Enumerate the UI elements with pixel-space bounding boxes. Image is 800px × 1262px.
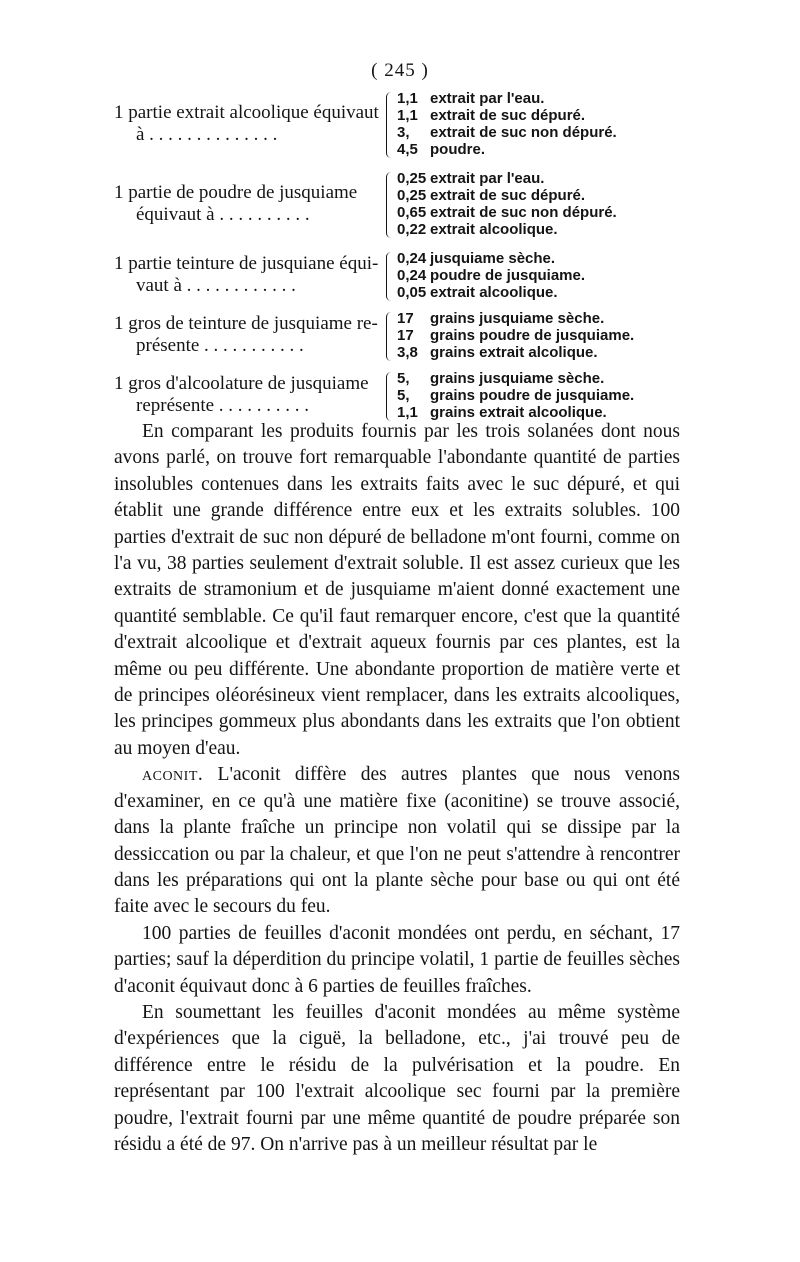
- row-label-line: vaut à . . . . . . . . . . . .: [136, 275, 296, 296]
- value-line: [397, 327, 634, 344]
- row-label: [114, 310, 384, 357]
- brace: [386, 372, 394, 421]
- row-label-line: équivaut à . . . . . . . . . .: [136, 204, 310, 225]
- value-number: 4,5: [397, 141, 418, 158]
- value-number: 0,24: [397, 267, 427, 284]
- value-number: 5,: [397, 387, 410, 404]
- value-text: grains extrait alcoolique.: [430, 404, 607, 421]
- value-number: 17: [397, 310, 414, 327]
- value-line: [397, 284, 585, 301]
- row-values: [397, 90, 617, 158]
- value-line: [397, 310, 634, 327]
- value-text: grains extrait alcolique.: [430, 344, 598, 361]
- row-label-line: 1 gros d'alcoolature de jusquiame: [114, 373, 369, 394]
- value-number: 0,25: [397, 187, 427, 204]
- body-text: [114, 419, 680, 1158]
- equivalence-row: [114, 370, 694, 422]
- row-label-line: 1 partie extrait alcoolique équivaut: [114, 102, 379, 123]
- value-line: [397, 250, 585, 267]
- paragraph-text: L'aconit diffère des autres plantes que nous venons d'examiner, en ce qu'à une matière fixe (aconitine) se trouve associé, dans la plante fraîche un principe non volatil qui se dissipe par la dessiccation ou par la chaleur, et que l'on ne peut s'attendre à rencontrer dans les préparations qui ont la plante sèche pour base ou qui ont été faite avec le secours du feu.: [114, 764, 681, 918]
- row-label-line: 1 partie teinture de jusquiane équi-: [114, 253, 379, 274]
- value-text: extrait de suc non dépuré.: [430, 124, 617, 141]
- value-number: 0,24: [397, 250, 427, 267]
- value-text: extrait alcoolique.: [430, 221, 558, 238]
- value-number: 5,: [397, 370, 410, 387]
- value-number: 3,: [397, 124, 410, 141]
- value-number: 0,25: [397, 170, 427, 187]
- value-line: [397, 107, 617, 124]
- value-text: poudre.: [430, 141, 485, 158]
- row-values: [397, 170, 617, 238]
- brace: [386, 312, 394, 361]
- paragraph: [114, 419, 680, 762]
- row-label-line: 1 gros de teinture de jusquiame re-: [114, 313, 378, 334]
- value-text: extrait alcoolique.: [430, 284, 558, 301]
- equivalence-row: [114, 90, 694, 160]
- value-line: [397, 90, 617, 107]
- value-number: 1,1: [397, 404, 418, 421]
- brace: [386, 92, 394, 158]
- value-number: 0,22: [397, 221, 427, 238]
- value-number: 1,1: [397, 90, 418, 107]
- value-text: jusquiame sèche.: [430, 250, 556, 267]
- value-line: [397, 267, 585, 284]
- row-label-line: présente . . . . . . . . . . .: [136, 335, 304, 356]
- section-lead: aconit.: [142, 764, 204, 786]
- value-line: [397, 204, 617, 221]
- paragraph: [114, 762, 680, 920]
- value-text: poudre de jusquiame.: [430, 267, 586, 284]
- row-label: [114, 370, 384, 417]
- value-text: grains poudre de jusquiame.: [430, 327, 635, 344]
- value-number: 0,05: [397, 284, 427, 301]
- value-line: [397, 170, 617, 187]
- value-line: [397, 124, 617, 141]
- row-values: [397, 250, 585, 301]
- equivalence-row: [114, 250, 694, 302]
- value-text: grains jusquiame sèche.: [430, 370, 605, 387]
- paragraph-text: En soumettant les feuilles d'aconit mondées au même système d'expériences que la ciguë, la belladone, etc., j'ai trouvé peu de différence entre le résidu de la pulvérisation et la poudre. En représentant par 100 l'extrait alcoolique sec fourni par la première poudre, l'extrait fourni par une même quantité de poudre préparée son résidu a été de 97. On n'arrive pas à un meilleur résultat par le: [114, 1001, 680, 1155]
- value-line: [397, 141, 617, 158]
- row-label: [114, 90, 384, 146]
- value-number: 17: [397, 327, 414, 344]
- value-line: [397, 187, 617, 204]
- value-number: 0,65: [397, 204, 427, 221]
- paragraph-text: 100 parties de feuilles d'aconit mondées ont perdu, en séchant, 17 parties; sauf la déperdition du principe volatil, 1 partie de feuilles sèches d'aconit équivaut donc à 6 parties de feuilles fraîches.: [114, 922, 680, 997]
- value-text: extrait de suc dépuré.: [430, 187, 586, 204]
- value-line: [397, 387, 634, 404]
- row-values: [397, 370, 634, 421]
- value-number: 3,8: [397, 344, 418, 361]
- value-line: [397, 344, 634, 361]
- page-number: ( 245 ): [371, 60, 429, 81]
- paragraph-text: En comparant les produits fournis par les trois solanées dont nous avons parlé, on trouve fort remarquable l'abondante quantité de parties insolubles contenues dans les extraits faits avec le suc dépuré, et qui établit une grande différence entre eux et les extraits solubles. 100 parties d'extrait de suc non dépuré de belladone m'ont fourni, comme on l'a vu, 38 parties seulement d'extrait soluble. Il est assez curieux que les extraits de stramonium et de jusquiame m'aient donné exactement une quantité semblable. Ce qu'il faut remarquer encore, c'est que la quantité d'extrait alcoolique et d'extrait aqueux fournis par ces plantes, est la même ou peu différente. Une abondante proportion de matière verte et de principes oléorésineux vient remplacer, dans les extraits alcooliques, les principes gommeux plus abondants dans les extraits que l'on obtient au moyen d'eau.: [114, 421, 680, 759]
- value-text: extrait de suc dépuré.: [430, 107, 586, 124]
- value-number: 1,1: [397, 107, 418, 124]
- value-text: grains poudre de jusquiame.: [430, 387, 635, 404]
- value-text: extrait par l'eau.: [430, 90, 545, 107]
- row-values: [397, 310, 634, 361]
- value-text: grains jusquiame sèche.: [430, 310, 605, 327]
- paragraph: [114, 921, 680, 1000]
- brace: [386, 252, 394, 301]
- value-line: [397, 370, 634, 387]
- value-text: extrait par l'eau.: [430, 170, 545, 187]
- row-label-line: à . . . . . . . . . . . . . .: [136, 124, 278, 145]
- value-text: extrait de suc non dépuré.: [430, 204, 617, 221]
- row-label-line: 1 partie de poudre de jusquiame: [114, 182, 358, 203]
- paragraph: [114, 1000, 680, 1158]
- row-label-line: représente . . . . . . . . . .: [136, 395, 310, 416]
- equivalence-row: [114, 310, 694, 362]
- equivalence-row: [114, 170, 694, 240]
- value-line: [397, 221, 617, 238]
- brace: [386, 172, 394, 238]
- row-label: [114, 250, 384, 297]
- row-label: [114, 170, 384, 226]
